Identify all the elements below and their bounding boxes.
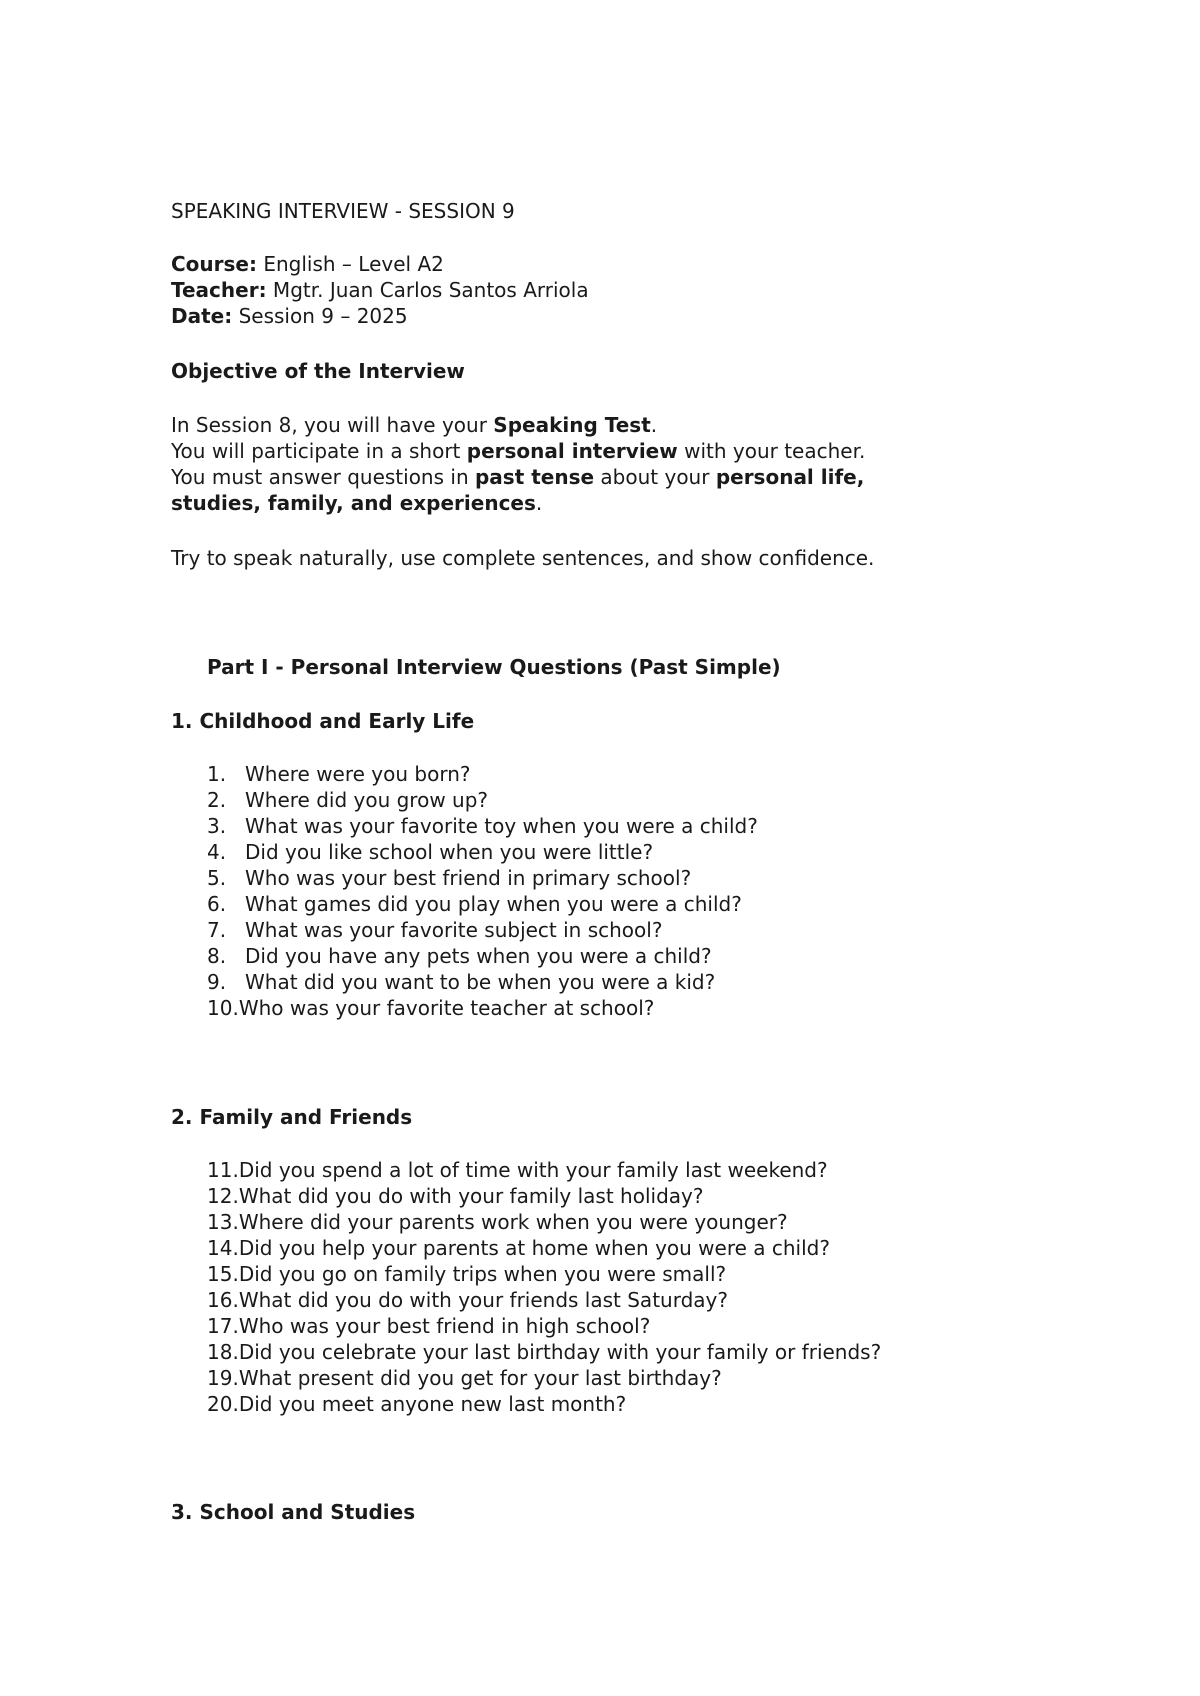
- question-number: 6.: [207, 892, 227, 916]
- question-number: 10.: [207, 996, 239, 1020]
- question-number: 9.: [207, 970, 227, 994]
- text-run: with your teacher.: [677, 439, 866, 463]
- question-text: Who was your favorite teacher at school?: [238, 996, 655, 1020]
- question-item: [207, 969, 715, 995]
- section-heading-2: 2. Family and Friends: [171, 1105, 413, 1129]
- teacher-value: Mgtr. Juan Carlos Santos Arriola: [266, 278, 589, 302]
- question-text: What games did you play when you were a child?: [245, 892, 742, 916]
- question-number: 12.: [207, 1184, 239, 1208]
- question-item: [207, 761, 471, 787]
- question-number: 2.: [207, 788, 227, 812]
- question-number: 3.: [207, 814, 227, 838]
- question-item: [207, 1287, 728, 1313]
- objective-line-3: [171, 464, 864, 490]
- question-text: Did you meet anyone new last month?: [238, 1392, 627, 1416]
- question-text: Who was your best friend in high school?: [238, 1314, 651, 1338]
- teacher-line: [171, 277, 589, 303]
- teacher-label: Teacher:: [171, 278, 267, 302]
- question-item: [207, 1261, 726, 1287]
- objective-line-4: [171, 490, 542, 516]
- text-run: about your: [594, 465, 716, 489]
- question-text: Did you help your parents at home when you were a child?: [238, 1236, 830, 1260]
- question-number: 16.: [207, 1288, 239, 1312]
- bold-run: studies, family, and experiences: [171, 491, 536, 515]
- question-number: 5.: [207, 866, 227, 890]
- date-value: Session 9 – 2025: [232, 304, 408, 328]
- question-item: [207, 1183, 703, 1209]
- course-label: Course:: [171, 252, 257, 276]
- question-text: What did you do with your family last holiday?: [238, 1184, 704, 1208]
- question-text: Did you celebrate your last birthday with your family or friends?: [238, 1340, 882, 1364]
- question-number: 4.: [207, 840, 227, 864]
- question-item: [207, 1157, 828, 1183]
- question-item: [207, 995, 654, 1021]
- date-label: Date:: [171, 304, 233, 328]
- question-item: [207, 1339, 881, 1365]
- question-text: Where were you born?: [245, 762, 471, 786]
- question-number: 19.: [207, 1366, 239, 1390]
- objective-heading: Objective of the Interview: [171, 359, 465, 383]
- section-heading-1: 1. Childhood and Early Life: [171, 709, 475, 733]
- question-text: Did you like school when you were little?: [245, 840, 654, 864]
- question-number: 15.: [207, 1262, 239, 1286]
- question-number: 18.: [207, 1340, 239, 1364]
- objective-line-2: [171, 438, 865, 464]
- question-number: 7.: [207, 918, 227, 942]
- question-text: What was your favorite subject in school?: [245, 918, 663, 942]
- text-run: You will participate in a short: [171, 439, 467, 463]
- question-text: What present did you get for your last birthday?: [238, 1366, 722, 1390]
- bold-run: personal interview: [466, 439, 678, 463]
- question-text: Did you go on family trips when you were small?: [238, 1262, 727, 1286]
- question-number: 11.: [207, 1158, 239, 1182]
- question-text: Did you spend a lot of time with your family last weekend?: [238, 1158, 828, 1182]
- question-item: [207, 1209, 788, 1235]
- question-item: [207, 891, 742, 917]
- part1-heading: Part I - Personal Interview Questions (Past Simple): [207, 655, 781, 679]
- text-run: You must answer questions in: [171, 465, 475, 489]
- question-text: Who was your best friend in primary school?: [245, 866, 692, 890]
- question-number: 1.: [207, 762, 227, 786]
- question-item: [207, 839, 653, 865]
- question-item: [207, 865, 691, 891]
- question-number: 13.: [207, 1210, 239, 1234]
- course-line: [171, 251, 444, 277]
- text-run: In Session 8, you will have your: [171, 413, 494, 437]
- question-item: [207, 1313, 650, 1339]
- bold-run: past tense: [474, 465, 595, 489]
- text-run: .: [535, 491, 543, 515]
- bold-run: Speaking Test: [493, 413, 651, 437]
- course-value: English – Level A2: [257, 252, 444, 276]
- question-item: [207, 1235, 830, 1261]
- question-text: What was your favorite toy when you were a child?: [245, 814, 758, 838]
- question-item: [207, 813, 758, 839]
- question-text: Where did you grow up?: [245, 788, 489, 812]
- question-text: What did you want to be when you were a kid?: [245, 970, 716, 994]
- date-line: [171, 303, 408, 329]
- section-heading-3: 3. School and Studies: [171, 1500, 416, 1524]
- document-title: SPEAKING INTERVIEW - SESSION 9: [171, 199, 515, 223]
- objective-tip: Try to speak naturally, use complete sentences, and show confidence.: [171, 546, 875, 570]
- question-item: [207, 787, 488, 813]
- question-number: 8.: [207, 944, 227, 968]
- question-item: [207, 1365, 722, 1391]
- question-text: Where did your parents work when you were younger?: [238, 1210, 788, 1234]
- question-number: 17.: [207, 1314, 239, 1338]
- question-item: [207, 917, 662, 943]
- question-item: [207, 1391, 626, 1417]
- text-run: .: [650, 413, 658, 437]
- question-text: Did you have any pets when you were a child?: [245, 944, 712, 968]
- bold-run: personal life,: [715, 465, 865, 489]
- question-item: [207, 943, 712, 969]
- question-number: 20.: [207, 1392, 239, 1416]
- objective-line-1: [171, 412, 657, 438]
- question-number: 14.: [207, 1236, 239, 1260]
- question-text: What did you do with your friends last Saturday?: [238, 1288, 728, 1312]
